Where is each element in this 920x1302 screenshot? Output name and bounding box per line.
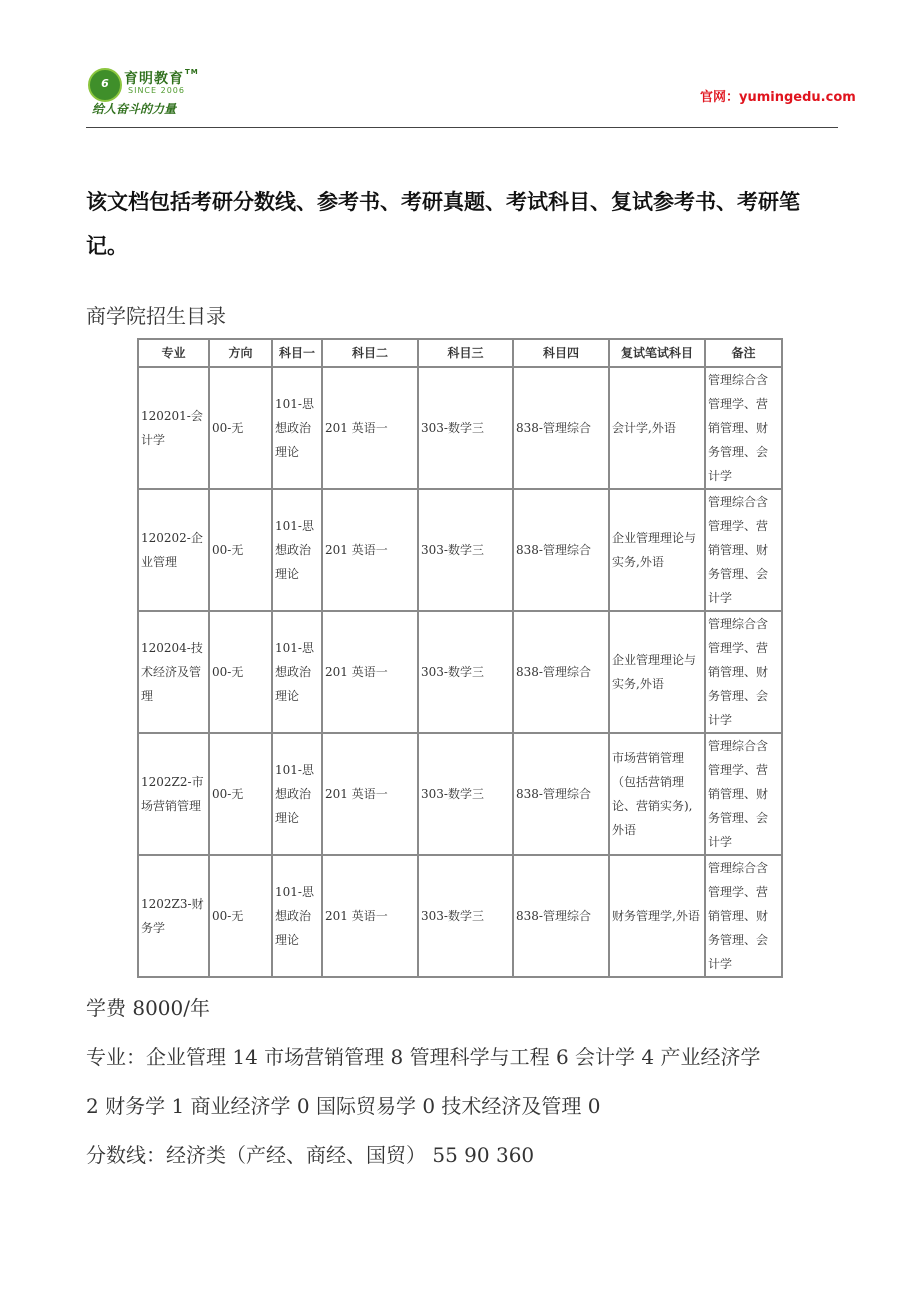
table-row	[138, 855, 782, 977]
logo-badge-icon: 6	[88, 68, 122, 102]
table-row	[138, 611, 782, 733]
cell-subject4: 838-管理综合	[513, 855, 609, 977]
cell-subject2: 201 英语一	[322, 855, 418, 977]
logo-slogan: 给人奋斗的力量	[92, 102, 177, 116]
table-row	[138, 489, 782, 611]
cell-major: 1202Z2-市场营销管理	[138, 733, 209, 855]
cell-direction: 00-无	[209, 733, 272, 855]
cell-major: 120204-技术经济及管理	[138, 611, 209, 733]
cell-note: 管理综合含管理学、营销管理、财务管理、会计学	[705, 611, 782, 733]
cell-subject3: 303-数学三	[418, 611, 513, 733]
cell-subject3: 303-数学三	[418, 733, 513, 855]
logo-since: SINCE 2006	[128, 86, 185, 95]
cell-subject1: 101-思想政治理论	[272, 855, 322, 977]
cell-retest: 财务管理学,外语	[609, 855, 705, 977]
cell-major: 120202-企业管理	[138, 489, 209, 611]
cell-direction: 00-无	[209, 855, 272, 977]
admission-catalog-table	[137, 338, 783, 978]
cell-retest: 会计学,外语	[609, 367, 705, 489]
cell-major: 120201-会计学	[138, 367, 209, 489]
document-header	[0, 0, 920, 130]
cell-subject3: 303-数学三	[418, 855, 513, 977]
cell-subject2: 201 英语一	[322, 733, 418, 855]
cell-subject3: 303-数学三	[418, 489, 513, 611]
logo-trademark: TM	[185, 68, 199, 76]
cell-note: 管理综合含管理学、营销管理、财务管理、会计学	[705, 733, 782, 855]
column-header: 复试笔试科目	[609, 339, 705, 367]
majors-line-2: 2 财务学 1 商业经济学 0 国际贸易学 0 技术经济及管理 0	[86, 1094, 601, 1118]
cell-subject3: 303-数学三	[418, 367, 513, 489]
cell-subject2: 201 英语一	[322, 367, 418, 489]
tuition-fee: 学费 8000/年	[86, 996, 210, 1020]
cell-subject4: 838-管理综合	[513, 733, 609, 855]
cell-subject4: 838-管理综合	[513, 611, 609, 733]
cell-subject2: 201 英语一	[322, 489, 418, 611]
table-row	[138, 367, 782, 489]
cell-subject4: 838-管理综合	[513, 489, 609, 611]
column-header: 科目二	[322, 339, 418, 367]
cell-retest: 企业管理理论与实务,外语	[609, 611, 705, 733]
cell-subject1: 101-思想政治理论	[272, 367, 322, 489]
section-title: 商学院招生目录	[86, 304, 226, 328]
official-site-link[interactable]: 官网：yumingedu.com	[700, 90, 856, 105]
column-header: 备注	[705, 339, 782, 367]
brand-logo[interactable]	[88, 62, 228, 118]
logo-name: 育明教育™	[124, 68, 199, 87]
cell-retest: 市场营销管理（包括营销理论、营销实务),外语	[609, 733, 705, 855]
table-header-row	[138, 339, 782, 367]
cell-subject1: 101-思想政治理论	[272, 489, 322, 611]
cell-subject4: 838-管理综合	[513, 367, 609, 489]
intro-paragraph: 该文档包括考研分数线、参考书、考研真题、考试科目、复试参考书、考研笔记。	[86, 190, 800, 258]
column-header: 专业	[138, 339, 209, 367]
majors-line-1: 专业：企业管理 14 市场营销管理 8 管理科学与工程 6 会计学 4 产业经济学	[86, 1045, 761, 1069]
column-header: 科目四	[513, 339, 609, 367]
cell-subject1: 101-思想政治理论	[272, 733, 322, 855]
cell-subject1: 101-思想政治理论	[272, 611, 322, 733]
cell-note: 管理综合含管理学、营销管理、财务管理、会计学	[705, 489, 782, 611]
cell-major: 1202Z3-财务学	[138, 855, 209, 977]
cell-direction: 00-无	[209, 489, 272, 611]
cell-subject2: 201 英语一	[322, 611, 418, 733]
cell-retest: 企业管理理论与实务,外语	[609, 489, 705, 611]
cell-note: 管理综合含管理学、营销管理、财务管理、会计学	[705, 855, 782, 977]
cell-direction: 00-无	[209, 367, 272, 489]
score-line: 分数线：经济类（产经、商经、国贸） 55 90 360	[86, 1143, 535, 1167]
column-header: 科目一	[272, 339, 322, 367]
column-header: 科目三	[418, 339, 513, 367]
cell-direction: 00-无	[209, 611, 272, 733]
cell-note: 管理综合含管理学、营销管理、财务管理、会计学	[705, 367, 782, 489]
table-row	[138, 733, 782, 855]
header-divider	[86, 127, 838, 128]
column-header: 方向	[209, 339, 272, 367]
